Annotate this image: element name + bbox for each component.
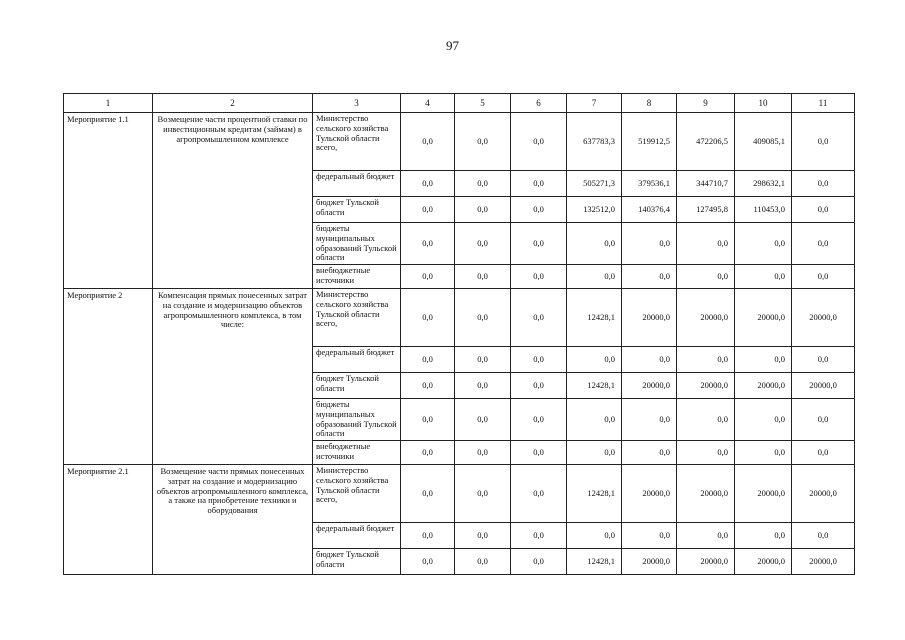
column-header-7: 7: [567, 94, 622, 113]
value-cell-col-10: 409085,1: [735, 113, 792, 171]
value-cell-col-9: 20000,0: [677, 465, 735, 523]
value-cell-col-5: 0,0: [455, 265, 511, 289]
column-header-10: 10: [735, 94, 792, 113]
value-cell-col-7: 0,0: [567, 223, 622, 265]
value-cell-col-10: 20000,0: [735, 465, 792, 523]
funding-source: федеральный бюджет: [313, 523, 401, 549]
value-cell-col-5: 0,0: [455, 465, 511, 523]
funding-source: Министерство сельского хозяйства Тульской области всего,: [313, 113, 401, 171]
funding-source: бюджеты муниципальных образований Тульской области: [313, 399, 401, 441]
activity-description: Возмещение части процентной ставки по инвестиционным кредитам (займам) в агропромышленном комплексе: [153, 113, 313, 289]
value-cell-col-6: 0,0: [511, 523, 567, 549]
value-cell-col-11: 20000,0: [792, 289, 855, 347]
column-header-5: 5: [455, 94, 511, 113]
value-cell-col-10: 20000,0: [735, 549, 792, 575]
value-cell-col-4: 0,0: [401, 113, 455, 171]
value-cell-col-11: 0,0: [792, 347, 855, 373]
value-cell-col-4: 0,0: [401, 171, 455, 197]
page-number: 97: [446, 38, 459, 53]
value-cell-col-7: 12428,1: [567, 373, 622, 399]
value-cell-col-5: 0,0: [455, 399, 511, 441]
activity-description: Возмещение части прямых понесенных затрат на создание и модернизацию объектов агропромышленного комплекса, а также на приобретение техники и оборудования: [153, 465, 313, 575]
value-cell-col-11: 20000,0: [792, 465, 855, 523]
value-cell-col-10: 0,0: [735, 523, 792, 549]
column-header-9: 9: [677, 94, 735, 113]
value-cell-col-9: 0,0: [677, 223, 735, 265]
value-cell-col-10: 20000,0: [735, 373, 792, 399]
value-cell-col-6: 0,0: [511, 399, 567, 441]
value-cell-col-4: 0,0: [401, 197, 455, 223]
value-cell-col-4: 0,0: [401, 265, 455, 289]
funding-source: бюджет Тульской области: [313, 373, 401, 399]
value-cell-col-10: 0,0: [735, 265, 792, 289]
value-cell-col-7: 0,0: [567, 347, 622, 373]
value-cell-col-7: 0,0: [567, 441, 622, 465]
value-cell-col-7: 12428,1: [567, 289, 622, 347]
value-cell-col-7: 0,0: [567, 523, 622, 549]
activity-name: Мероприятие 2.1: [64, 465, 153, 575]
value-cell-col-4: 0,0: [401, 523, 455, 549]
column-header-6: 6: [511, 94, 567, 113]
value-cell-col-10: 0,0: [735, 223, 792, 265]
value-cell-col-5: 0,0: [455, 197, 511, 223]
value-cell-col-5: 0,0: [455, 223, 511, 265]
value-cell-col-11: 0,0: [792, 265, 855, 289]
value-cell-col-11: 20000,0: [792, 373, 855, 399]
table-row: [64, 289, 855, 347]
column-header-11: 11: [792, 94, 855, 113]
value-cell-col-9: 20000,0: [677, 549, 735, 575]
value-cell-col-5: 0,0: [455, 523, 511, 549]
column-header-row: [64, 94, 855, 113]
value-cell-col-4: 0,0: [401, 223, 455, 265]
value-cell-col-8: 0,0: [622, 399, 677, 441]
value-cell-col-5: 0,0: [455, 289, 511, 347]
budget-table: [63, 93, 855, 575]
value-cell-col-6: 0,0: [511, 441, 567, 465]
value-cell-col-11: 0,0: [792, 113, 855, 171]
value-cell-col-4: 0,0: [401, 399, 455, 441]
activity-description: Компенсация прямых понесенных затрат на создание и модернизацию объектов агропромышленного комплекса, в том числе:: [153, 289, 313, 465]
value-cell-col-6: 0,0: [511, 197, 567, 223]
column-header-2: 2: [153, 94, 313, 113]
value-cell-col-9: 0,0: [677, 523, 735, 549]
value-cell-col-7: 12428,1: [567, 549, 622, 575]
value-cell-col-4: 0,0: [401, 441, 455, 465]
value-cell-col-9: 472206,5: [677, 113, 735, 171]
table-row: [64, 113, 855, 171]
value-cell-col-6: 0,0: [511, 465, 567, 523]
value-cell-col-8: 379536,1: [622, 171, 677, 197]
value-cell-col-6: 0,0: [511, 171, 567, 197]
funding-source: Министерство сельского хозяйства Тульской области всего,: [313, 465, 401, 523]
value-cell-col-6: 0,0: [511, 373, 567, 399]
value-cell-col-9: 0,0: [677, 441, 735, 465]
funding-source: внебюджетные источники: [313, 265, 401, 289]
value-cell-col-11: 0,0: [792, 441, 855, 465]
activity-name: Мероприятие 2: [64, 289, 153, 465]
value-cell-col-11: 0,0: [792, 399, 855, 441]
column-header-4: 4: [401, 94, 455, 113]
value-cell-col-11: 0,0: [792, 197, 855, 223]
value-cell-col-9: 0,0: [677, 347, 735, 373]
value-cell-col-6: 0,0: [511, 549, 567, 575]
value-cell-col-5: 0,0: [455, 347, 511, 373]
column-header-8: 8: [622, 94, 677, 113]
value-cell-col-4: 0,0: [401, 373, 455, 399]
value-cell-col-8: 0,0: [622, 347, 677, 373]
value-cell-col-8: 20000,0: [622, 289, 677, 347]
funding-source: бюджет Тульской области: [313, 197, 401, 223]
funding-source: федеральный бюджет: [313, 171, 401, 197]
funding-source: бюджеты муниципальных образований Тульской области: [313, 223, 401, 265]
activity-name: Мероприятие 1.1: [64, 113, 153, 289]
value-cell-col-7: 12428,1: [567, 465, 622, 523]
value-cell-col-11: 20000,0: [792, 549, 855, 575]
value-cell-col-9: 20000,0: [677, 373, 735, 399]
value-cell-col-10: 20000,0: [735, 289, 792, 347]
value-cell-col-6: 0,0: [511, 347, 567, 373]
value-cell-col-7: 132512,0: [567, 197, 622, 223]
table-body: [64, 113, 855, 575]
value-cell-col-9: 0,0: [677, 399, 735, 441]
funding-source: бюджет Тульской области: [313, 549, 401, 575]
value-cell-col-9: 127495,8: [677, 197, 735, 223]
value-cell-col-7: 637783,3: [567, 113, 622, 171]
value-cell-col-5: 0,0: [455, 373, 511, 399]
value-cell-col-5: 0,0: [455, 113, 511, 171]
value-cell-col-11: 0,0: [792, 223, 855, 265]
value-cell-col-11: 0,0: [792, 171, 855, 197]
value-cell-col-10: 298632,1: [735, 171, 792, 197]
table-row: [64, 465, 855, 523]
value-cell-col-8: 0,0: [622, 441, 677, 465]
value-cell-col-8: 20000,0: [622, 465, 677, 523]
value-cell-col-4: 0,0: [401, 289, 455, 347]
value-cell-col-8: 20000,0: [622, 549, 677, 575]
value-cell-col-7: 0,0: [567, 399, 622, 441]
value-cell-col-10: 0,0: [735, 347, 792, 373]
value-cell-col-4: 0,0: [401, 549, 455, 575]
value-cell-col-10: 0,0: [735, 399, 792, 441]
value-cell-col-10: 110453,0: [735, 197, 792, 223]
value-cell-col-7: 505271,3: [567, 171, 622, 197]
column-header-3: 3: [313, 94, 401, 113]
value-cell-col-8: 20000,0: [622, 373, 677, 399]
value-cell-col-9: 20000,0: [677, 289, 735, 347]
value-cell-col-5: 0,0: [455, 171, 511, 197]
value-cell-col-4: 0,0: [401, 465, 455, 523]
value-cell-col-9: 344710,7: [677, 171, 735, 197]
value-cell-col-5: 0,0: [455, 441, 511, 465]
funding-source: Министерство сельского хозяйства Тульской области всего,: [313, 289, 401, 347]
value-cell-col-7: 0,0: [567, 265, 622, 289]
funding-source: федеральный бюджет: [313, 347, 401, 373]
value-cell-col-9: 0,0: [677, 265, 735, 289]
value-cell-col-6: 0,0: [511, 223, 567, 265]
value-cell-col-4: 0,0: [401, 347, 455, 373]
value-cell-col-8: 519912,5: [622, 113, 677, 171]
column-header-1: 1: [64, 94, 153, 113]
value-cell-col-6: 0,0: [511, 265, 567, 289]
funding-source: внебюджетные источники: [313, 441, 401, 465]
value-cell-col-8: 0,0: [622, 265, 677, 289]
value-cell-col-8: 0,0: [622, 523, 677, 549]
value-cell-col-8: 0,0: [622, 223, 677, 265]
value-cell-col-6: 0,0: [511, 113, 567, 171]
value-cell-col-8: 140376,4: [622, 197, 677, 223]
value-cell-col-5: 0,0: [455, 549, 511, 575]
value-cell-col-10: 0,0: [735, 441, 792, 465]
value-cell-col-6: 0,0: [511, 289, 567, 347]
value-cell-col-11: 0,0: [792, 523, 855, 549]
